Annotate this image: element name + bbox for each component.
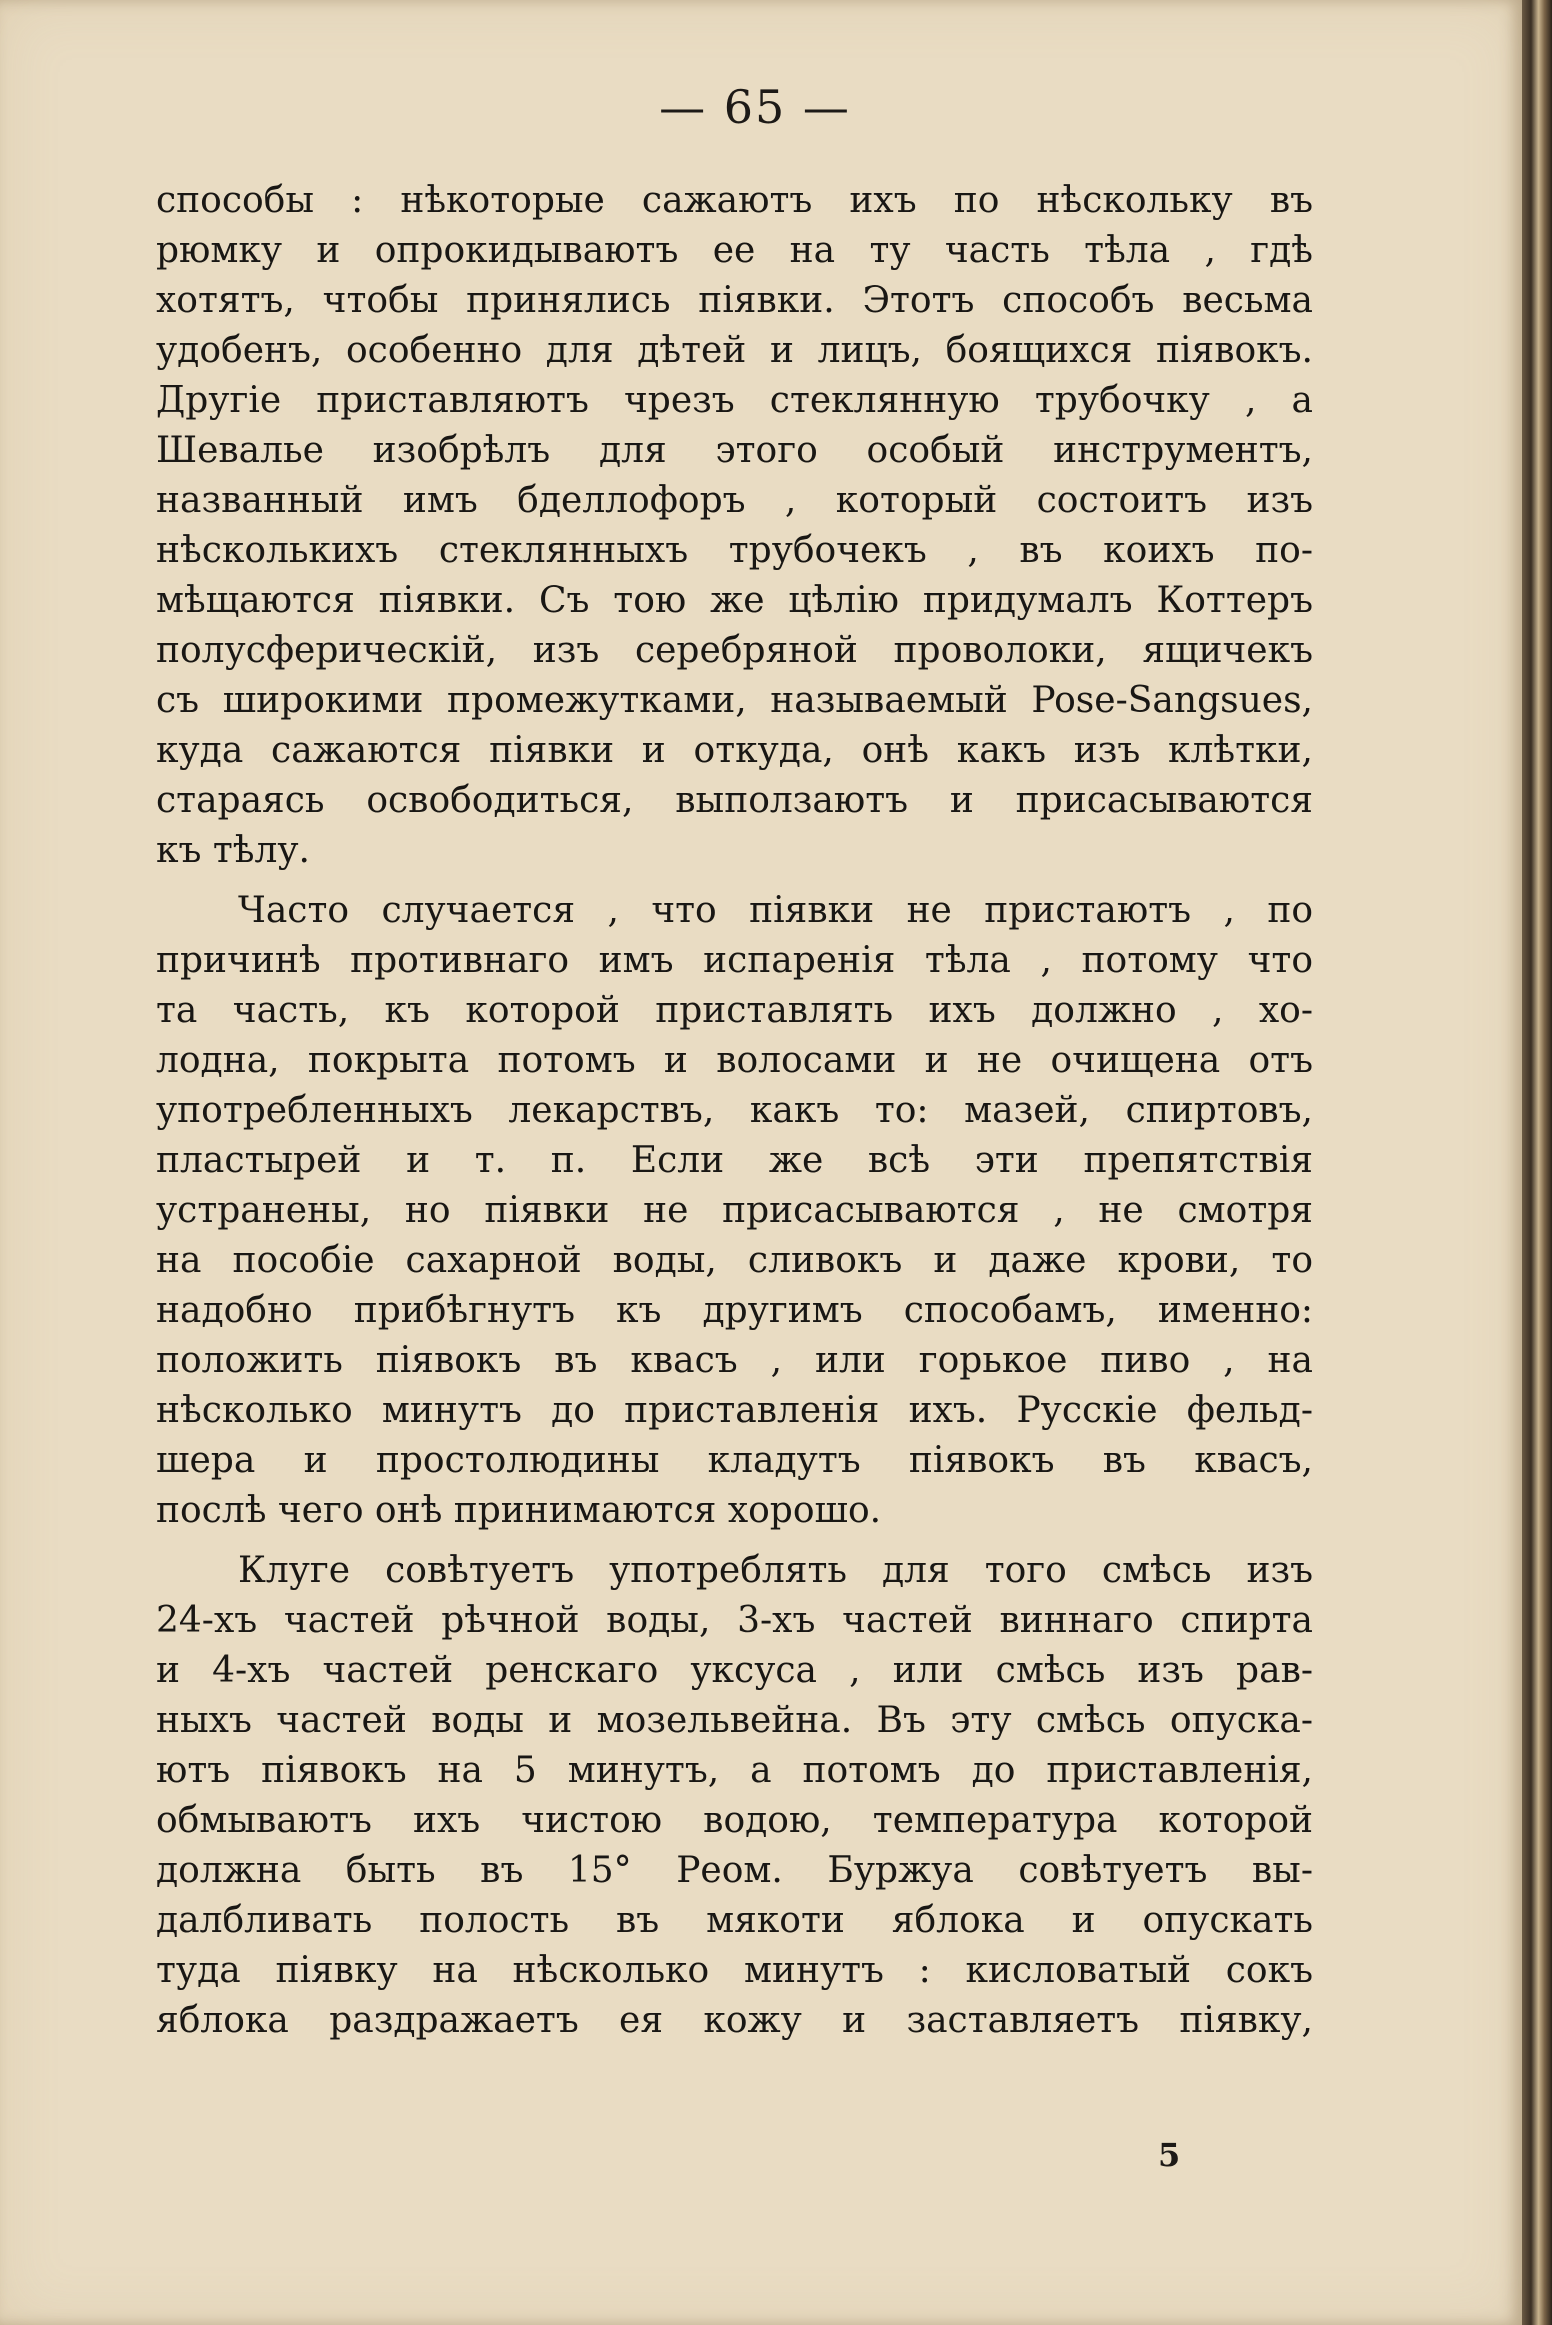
text-line: Другіе приставляютъ чрезъ стеклянную трубочку , а bbox=[156, 380, 1313, 421]
text-line: пластырей и т. п. Если же всѣ эти препятствія bbox=[156, 1140, 1313, 1181]
text-line: употребленныхъ лекарствъ, какъ то: мазей, спиртовъ, bbox=[156, 1090, 1313, 1131]
text-line: шера и простолюдины кладутъ піявокъ въ квасъ, bbox=[156, 1440, 1313, 1481]
text-line: способы : нѣкоторые сажаютъ ихъ по нѣскольку въ bbox=[156, 180, 1313, 221]
body-text bbox=[156, 176, 1313, 2046]
page-number-header: — 65 — bbox=[659, 80, 851, 134]
text-line: обмываютъ ихъ чистою водою, температура которой bbox=[156, 1800, 1313, 1841]
text-line: удобенъ, особенно для дѣтей и лицъ, боящихся піявокъ. bbox=[156, 330, 1313, 371]
text-line: Шевалье изобрѣлъ для этого особый инструментъ, bbox=[156, 430, 1313, 471]
text-line: къ тѣлу. bbox=[156, 830, 310, 871]
text-line: яблока раздражаетъ ея кожу и заставляетъ піявку, bbox=[156, 2000, 1313, 2041]
text-line: съ широкими промежутками, называемый Pose-Sangsues, bbox=[156, 680, 1313, 721]
text-line: и 4-хъ частей ренскаго уксуса , или смѣсь изъ рав- bbox=[156, 1650, 1313, 1691]
text-line: та часть, къ которой приставлять ихъ должно , хо- bbox=[156, 990, 1313, 1031]
text-line: послѣ чего онѣ принимаются хорошо. bbox=[156, 1490, 882, 1531]
text-line: нѣсколькихъ стеклянныхъ трубочекъ , въ коихъ по- bbox=[156, 530, 1313, 571]
text-line: должна быть въ 15° Реом. Буржуа совѣтуетъ вы- bbox=[156, 1850, 1313, 1891]
text-line: названный имъ бделлофоръ , который состоитъ изъ bbox=[156, 480, 1313, 521]
text-line: рюмку и опрокидываютъ ее на ту часть тѣла , гдѣ bbox=[156, 230, 1313, 271]
text-line: Часто случается , что піявки не пристаютъ , по bbox=[238, 890, 1313, 931]
text-line: далбливать полость въ мякоти яблока и опускать bbox=[156, 1900, 1313, 1941]
text-line: положить піявокъ въ квасъ , или горькое пиво , на bbox=[156, 1340, 1313, 1381]
text-line: полусферическій, изъ серебряной проволоки, ящичекъ bbox=[156, 630, 1313, 671]
paragraph-3 bbox=[156, 1546, 1313, 2046]
text-line: ютъ піявокъ на 5 минутъ, а потомъ до приставленія, bbox=[156, 1750, 1313, 1791]
text-line: Клуге совѣтуетъ употреблять для того смѣсь изъ bbox=[238, 1550, 1313, 1591]
text-line: надобно прибѣгнутъ къ другимъ способамъ, именно: bbox=[156, 1290, 1313, 1331]
text-line: устранены, но піявки не присасываются , не смотря bbox=[156, 1190, 1313, 1231]
text-line: куда сажаются піявки и откуда, онѣ какъ изъ клѣтки, bbox=[156, 730, 1313, 771]
text-line: туда піявку на нѣсколько минутъ : кисловатый сокъ bbox=[156, 1950, 1313, 1991]
text-line: ныхъ частей воды и мозельвейна. Въ эту смѣсь опуска- bbox=[156, 1700, 1313, 1741]
paragraph-1 bbox=[156, 176, 1313, 876]
text-line: нѣсколько минутъ до приставленія ихъ. Русскіе фельд- bbox=[156, 1390, 1313, 1431]
text-line: мѣщаются піявки. Съ тою же цѣлію придумалъ Коттеръ bbox=[156, 580, 1313, 621]
book-edge bbox=[1522, 0, 1552, 2325]
text-line: хотятъ, чтобы принялись піявки. Этотъ способъ весьма bbox=[156, 280, 1313, 321]
text-line: стараясь освободиться, выползаютъ и присасываются bbox=[156, 780, 1313, 821]
text-line: причинѣ противнаго имъ испаренія тѣла , потому что bbox=[156, 940, 1313, 981]
text-line: на пособіе сахарной воды, сливокъ и даже крови, то bbox=[156, 1240, 1313, 1281]
text-line: 24-хъ частей рѣчной воды, 3-хъ частей виннаго спирта bbox=[156, 1600, 1313, 1641]
text-line: лодна, покрыта потомъ и волосами и не очищена отъ bbox=[156, 1040, 1313, 1081]
signature-mark: 5 bbox=[1158, 2136, 1181, 2174]
paragraph-2 bbox=[156, 886, 1313, 1536]
